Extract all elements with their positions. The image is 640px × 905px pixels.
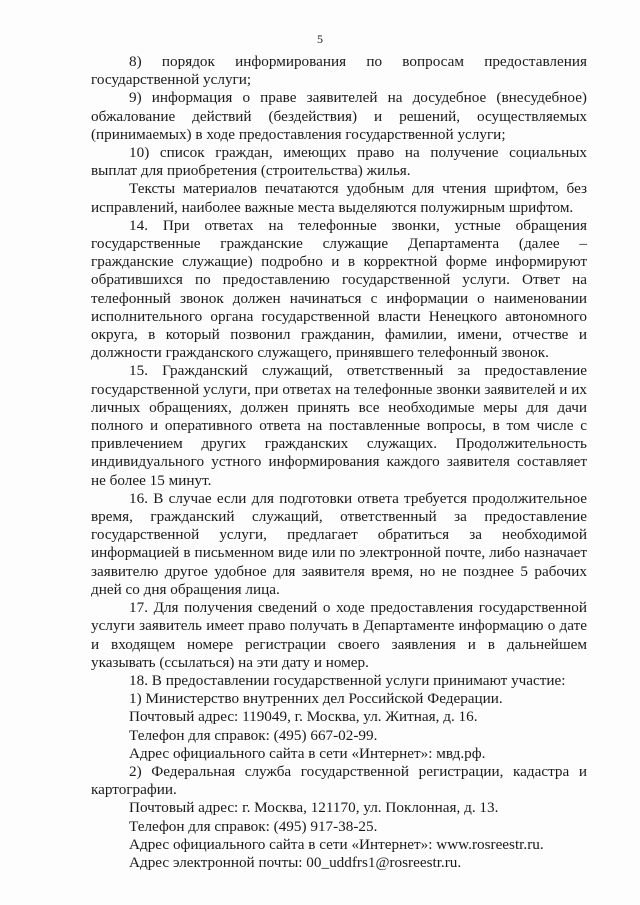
participant-2-address: Почтовый адрес: г. Москва, 121170, ул. Поклонная, д. 13. bbox=[129, 799, 499, 817]
participant-1-phone: Телефон для справок: (495) 667-02-99. bbox=[129, 726, 378, 744]
list-item-8: 8) порядок информирования по вопросам предоставления государственной услуги; bbox=[91, 53, 587, 89]
clause-18: 18. В предоставлении государственной услуги принимают участие: bbox=[129, 671, 566, 689]
paragraph-fonts: Тексты материалов печатаются удобным для чтения шрифтом, без исправлений, наиболее важные места выделяются полужирным шрифтом. bbox=[91, 180, 587, 216]
page-number: 5 bbox=[317, 32, 323, 46]
participant-2-website: Адрес официального сайта в сети «Интернет»: www.rosreestr.ru. bbox=[129, 835, 544, 853]
participant-2-name: 2) Федеральная служба государственной регистрации, кадастра и картографии. bbox=[91, 762, 587, 799]
participant-1-name: 1) Министерство внутренних дел Российской Федерации. bbox=[129, 690, 503, 708]
clause-16: 16. В случае если для подготовки ответа требуется продолжительное время, гражданский служащий, ответственный за предоставление государственной услуги, предлагает обратиться за необходимой информацией в письменном виде или по электронной почте, либо назначает заявителю другое удобное для заявителя время, но не позднее 5 рабочих дней со дня обращения лица. bbox=[91, 489, 587, 598]
document-body bbox=[91, 53, 587, 872]
clause-14: 14. При ответах на телефонные звонки, устные обращения государственные гражданские служащие Департамента (далее – гражданские служащие) подробно и в корректной форме информируют обратившихся по предоставлению государственной услуги. Ответ на телефонный звонок должен начинаться с информации о наименовании исполнительного органа государственной власти Ненецкого автономного округа, в который позвонил гражданин, фамилии, имени, отчестве и должности гражданского служащего, принявшего телефонный звонок. bbox=[91, 216, 587, 362]
participant-2-email: Адрес электронной почты: 00_uddfrs1@rosreestr.ru. bbox=[129, 853, 462, 871]
clause-17: 17. Для получения сведений о ходе предоставления государственной услуги заявитель имеет право получать в Департаменте информацию о дате и входящем номере регистрации своего заявления и в дальнейшем указывать (ссылаться) на эти дату и номер. bbox=[91, 599, 587, 671]
list-item-9: 9) информация о праве заявителей на досудебное (внесудебное) обжалование действий (бездействия) и решений, осуществляемых (принимаемых) в ходе предоставления государственной услуги; bbox=[91, 89, 587, 143]
list-item-10: 10) список граждан, имеющих право на получение социальных выплат для приобретения (строительства) жилья. bbox=[91, 144, 587, 180]
participant-1-address: Почтовый адрес: 119049, г. Москва, ул. Житная, д. 16. bbox=[129, 708, 478, 726]
clause-15: 15. Гражданский служащий, ответственный за предоставление государственной услуги, при ответах на телефонные звонки заявителей и их личных обращениях, должен принять все необходимые меры для дачи полного и оперативного ответа на поставленные вопросы, в том числе с привлечением других гражданских служащих. Продолжительность индивидуального устного информирования каждого заявителя составляет не более 15 минут. bbox=[91, 362, 587, 489]
participant-1-website: Адрес официального сайта в сети «Интернет»: мвд.рф. bbox=[129, 744, 486, 762]
participant-2-phone: Телефон для справок: (495) 917-38-25. bbox=[129, 817, 378, 835]
